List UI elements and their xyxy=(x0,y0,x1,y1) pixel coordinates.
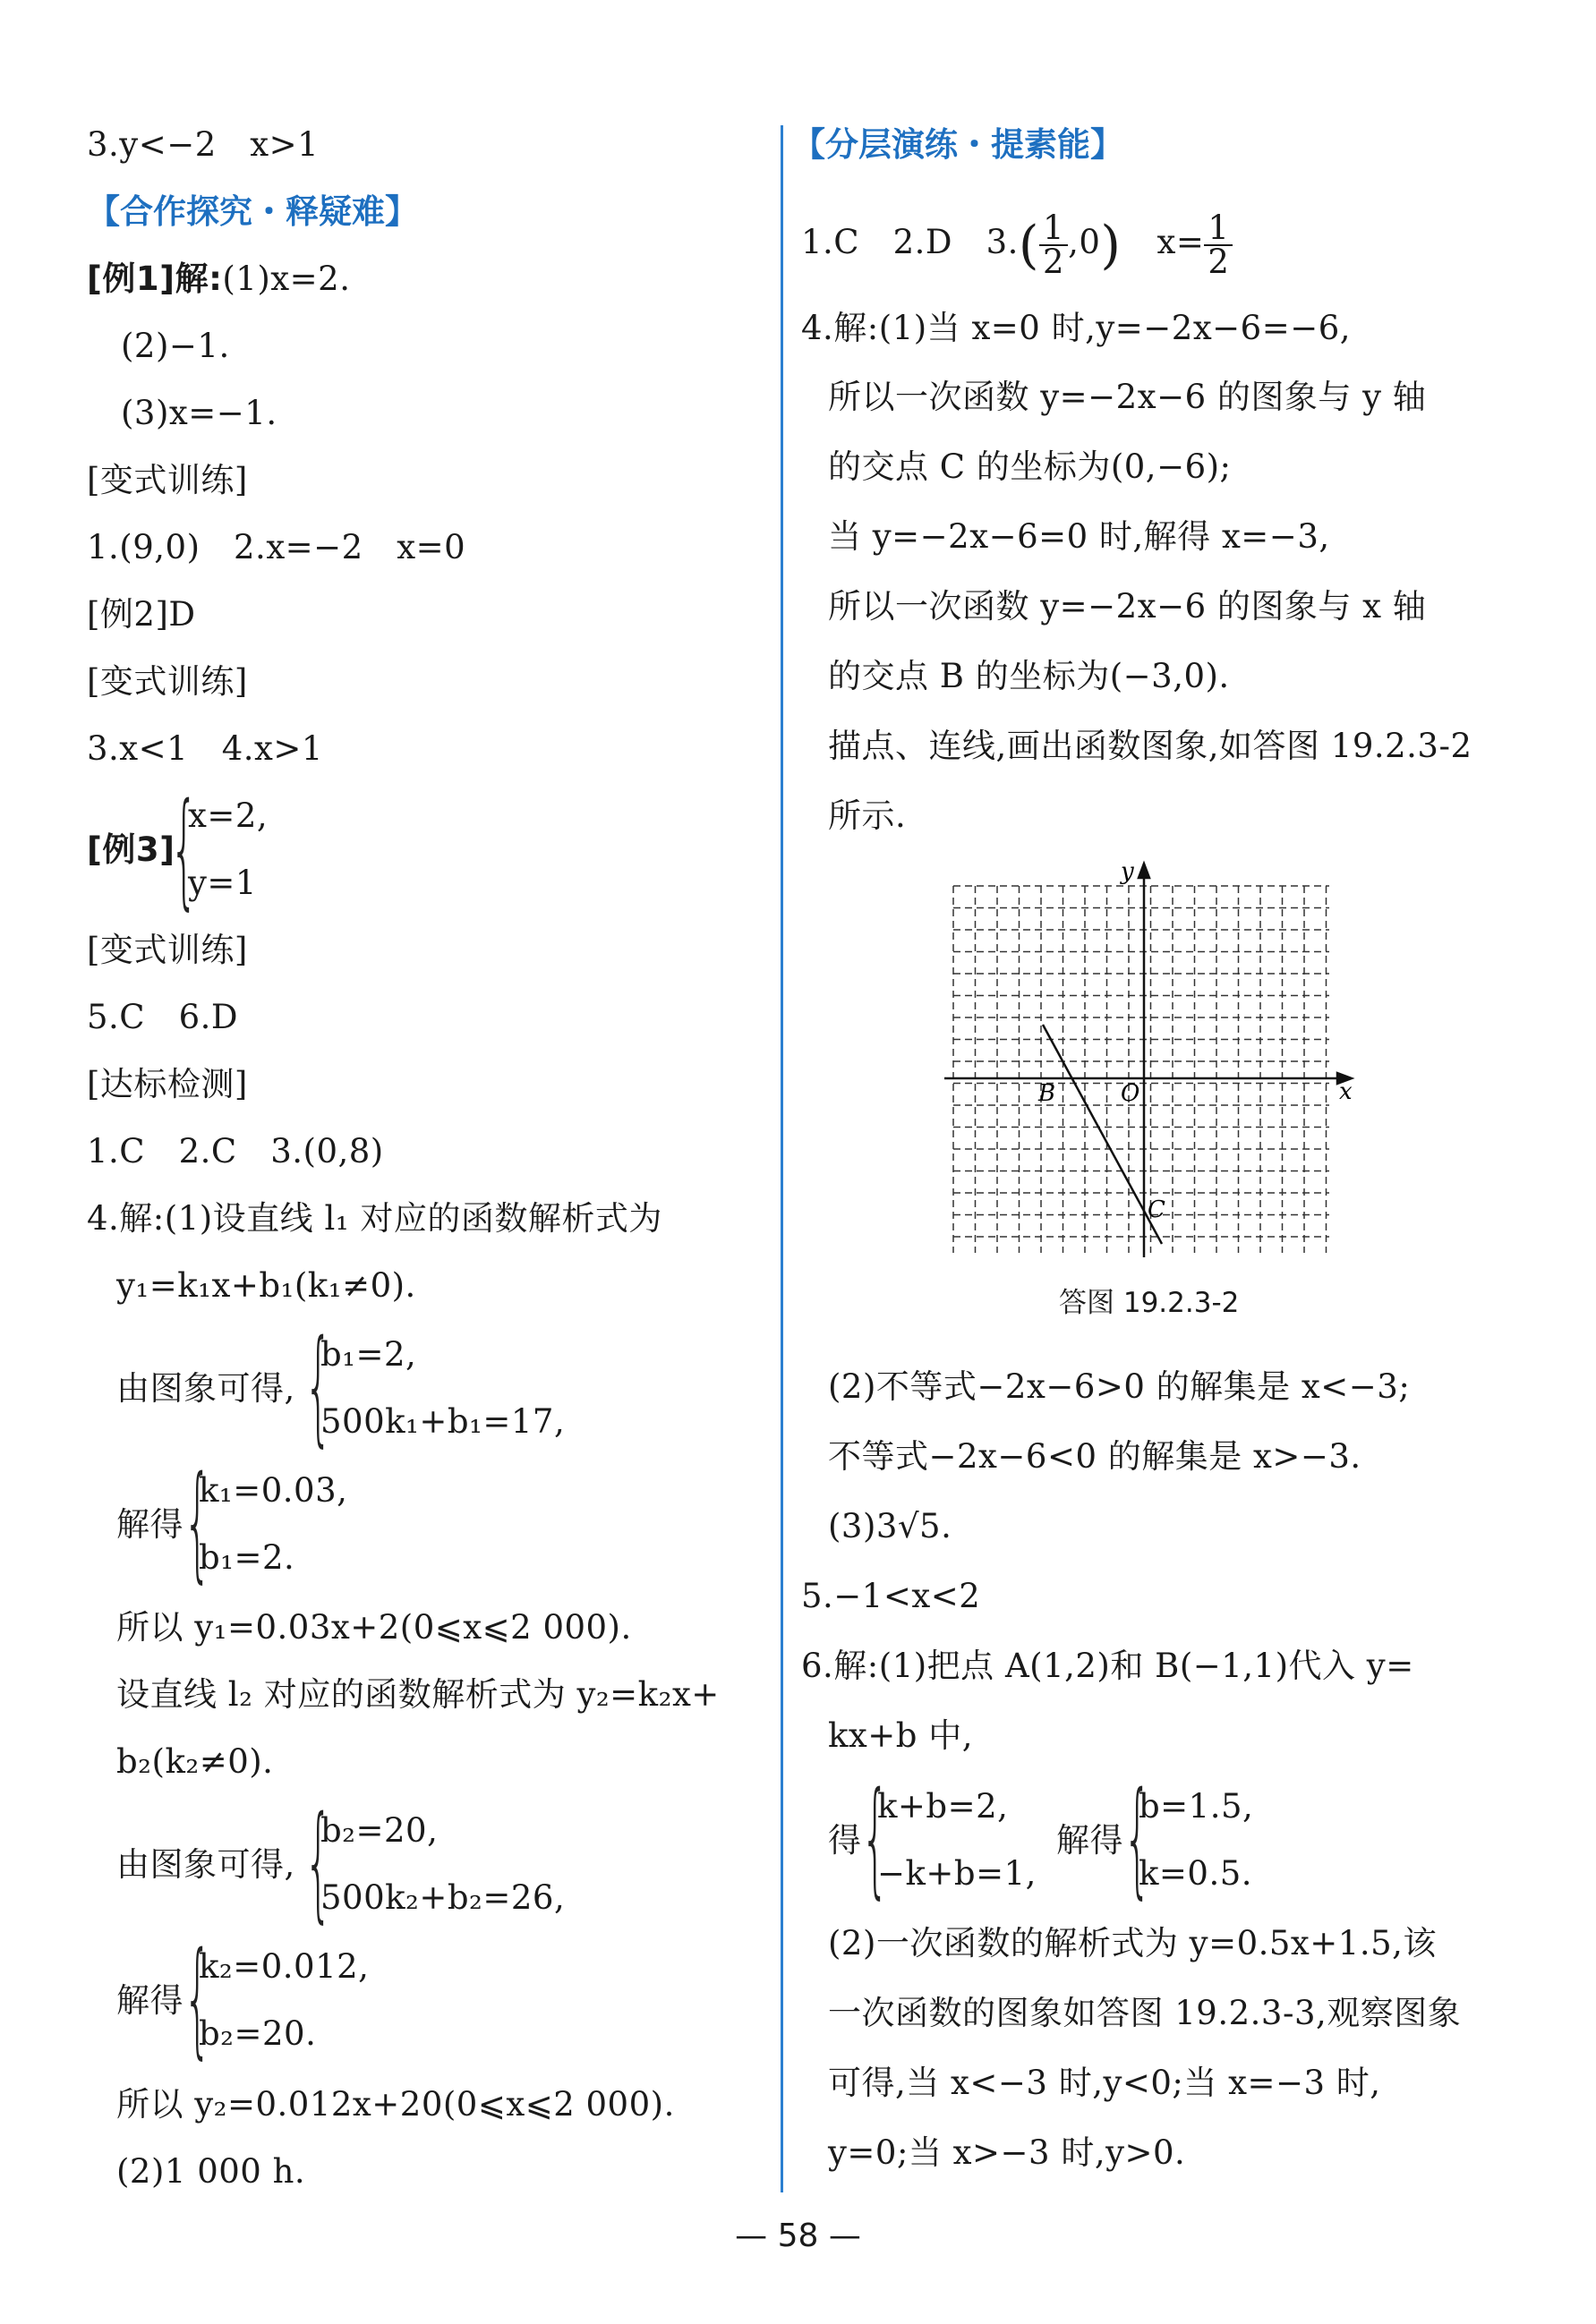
example-3-row-2: y=1 xyxy=(188,864,257,902)
q4-result-1: 所以 y₁=0.03x+2(0⩽x⩽2 000). xyxy=(116,1608,632,1647)
r-q4-line-8: 所示. xyxy=(828,796,907,835)
point-second-coordinate: ,0 xyxy=(1068,223,1101,261)
x-equals: x= xyxy=(1156,223,1205,261)
r-q6-system-row-2: −k+b=1, xyxy=(877,1854,1037,1893)
q4-solution-1-row-2: b₁=2. xyxy=(199,1538,295,1577)
column-divider xyxy=(781,125,783,2192)
standard-test-answers: 1.C 2.C 3.(0,8) xyxy=(87,1132,384,1171)
section-heading-layered: 【分层演练・提素能】 xyxy=(792,125,1123,164)
r-q4-line-5: 所以一次函数 y=−2x−6 的图象与 x 轴 xyxy=(828,587,1427,626)
r-q6-solution-row-2: k=0.5. xyxy=(1139,1854,1253,1893)
grid xyxy=(953,886,1329,1253)
label-x: x xyxy=(1339,1078,1353,1105)
q4-part-2: (2)1 000 h. xyxy=(116,2152,306,2191)
page-number: — 58 — xyxy=(735,2218,861,2254)
right-paren: ) xyxy=(1100,214,1122,276)
variant-training-1-answers: 1.(9,0) 2.x=−2 x=0 xyxy=(87,528,466,566)
fraction-half-1 xyxy=(1039,208,1068,281)
brace-q4-system-2: { xyxy=(304,1790,333,1936)
r-q6-system-row-1: k+b=2, xyxy=(877,1787,1009,1826)
q4-set-2-line-1: 设直线 l₂ 对应的函数解析式为 y₂=k₂x+ xyxy=(116,1675,720,1714)
r-q6-system-lead: 得 xyxy=(828,1821,862,1860)
variant-training-1: [变式训练] xyxy=(87,461,248,499)
r-q4-part-2-line-1: (2)不等式−2x−6>0 的解集是 x<−3; xyxy=(828,1367,1411,1406)
brace-q4-solution-2: { xyxy=(183,1926,212,2072)
r-q6-part-2-line-1: (2)一次函数的解析式为 y=0.5x+1.5,该 xyxy=(828,1924,1437,1962)
left-paren: ( xyxy=(1018,214,1040,276)
q4-solution-2-row-2: b₂=20. xyxy=(199,2014,317,2053)
y-axis-arrow xyxy=(1139,864,1149,878)
q4-solution-1-lead: 解得 xyxy=(116,1505,183,1544)
r-q4-line-4: 当 y=−2x−6=0 时,解得 x=−3, xyxy=(828,517,1330,556)
figure-caption: 答图 19.2.3-2 xyxy=(1059,1287,1240,1319)
r-q4-line-3: 的交点 C 的坐标为(0,−6); xyxy=(828,447,1232,486)
q4-system-2-row-1: b₂=20, xyxy=(320,1811,439,1850)
brace-q4-system-1: { xyxy=(304,1314,333,1460)
q4-line-2: y₁=k₁x+b₁(k₁≠0). xyxy=(116,1266,416,1305)
variant-training-3-answers: 5.C 6.D xyxy=(87,998,239,1036)
q4-line-1: 4.解:(1)设直线 l₁ 对应的函数解析式为 xyxy=(87,1199,662,1238)
r-q4-line-2: 所以一次函数 y=−2x−6 的图象与 y 轴 xyxy=(828,378,1427,416)
fraction-1-denominator: 2 xyxy=(1043,242,1065,281)
q4-solution-2-lead: 解得 xyxy=(116,1981,183,2020)
example-2: [例2]D xyxy=(87,595,196,634)
label-point-b: B xyxy=(1038,1080,1056,1107)
q4-system-2-row-2: 500k₂+b₂=26, xyxy=(320,1878,566,1917)
r-q4-line-7: 描点、连线,画出函数图象,如答图 19.2.3-2 xyxy=(828,727,1472,765)
r-q4-part-2-line-2: 不等式−2x−6<0 的解集是 x>−3. xyxy=(828,1437,1361,1476)
q4-system-1-row-2: 500k₁+b₁=17, xyxy=(320,1402,566,1441)
fraction-half-2 xyxy=(1204,208,1233,281)
example-1-label: [例1]解: xyxy=(87,260,223,298)
r-answer-5: 5.−1<x<2 xyxy=(801,1577,981,1615)
q4-set-2-line-2: b₂(k₂≠0). xyxy=(116,1742,274,1781)
r-q6-solution-row-1: b=1.5, xyxy=(1139,1787,1254,1826)
standard-test: [达标检测] xyxy=(87,1065,248,1103)
fraction-2-numerator: 1 xyxy=(1204,212,1233,246)
example-1 xyxy=(87,260,350,299)
brace-q4-solution-1: { xyxy=(183,1450,212,1596)
example-3-label: [例3] xyxy=(87,830,175,869)
function-graph xyxy=(931,859,1361,1271)
answers-1-2-prefix: 1.C 2.D 3. xyxy=(801,223,1019,261)
q4-solution-1-row-1: k₁=0.03, xyxy=(199,1471,348,1510)
label-point-c: C xyxy=(1148,1196,1165,1223)
fraction-2-denominator: 2 xyxy=(1208,242,1230,281)
brace-q6-solution: { xyxy=(1123,1766,1152,1911)
q4-system-2-lead: 由图象可得, xyxy=(116,1845,295,1884)
answer-3: 3.y<−2 x>1 xyxy=(87,125,320,164)
variant-training-2-answers: 3.x<1 4.x>1 xyxy=(87,729,323,768)
example-3-row-1: x=2, xyxy=(188,796,269,835)
label-y: y xyxy=(1121,859,1134,885)
right-answers-1-3 xyxy=(801,208,1233,281)
r-q4-part-3: (3)3√5. xyxy=(828,1507,952,1545)
r-q4-line-6: 的交点 B 的坐标为(−3,0). xyxy=(828,657,1230,695)
r-q6-part-2-line-2: 一次函数的图象如答图 19.2.3-3,观察图象 xyxy=(828,1994,1462,2032)
q4-solution-2-row-1: k₂=0.012, xyxy=(199,1947,370,1986)
brace-q6-system: { xyxy=(861,1766,890,1911)
r-q6-line-2: kx+b 中, xyxy=(828,1716,973,1755)
fraction-1-numerator: 1 xyxy=(1039,212,1068,246)
variant-training-2: [变式训练] xyxy=(87,662,248,701)
q4-system-1-row-1: b₁=2, xyxy=(320,1335,417,1374)
example-1-part-1: (1)x=2. xyxy=(222,260,351,298)
r-q6-part-2-line-3: 可得,当 x<−3 时,y<0;当 x=−3 时, xyxy=(828,2064,1381,2102)
r-q6-part-2-line-4: y=0;当 x>−3 时,y>0. xyxy=(828,2133,1186,2172)
r-q6-solution-lead: 解得 xyxy=(1056,1821,1123,1860)
label-origin: O xyxy=(1121,1080,1140,1107)
section-heading-cooperate: 【合作探究・释疑难】 xyxy=(87,192,418,231)
r-q6-line-1: 6.解:(1)把点 A(1,2)和 B(−1,1)代入 y= xyxy=(801,1647,1414,1685)
example-1-part-2: (2)−1. xyxy=(121,327,230,365)
brace-example-3: { xyxy=(170,777,199,923)
q4-result-2: 所以 y₂=0.012x+20(0⩽x⩽2 000). xyxy=(116,2085,675,2124)
r-q4-line-1: 4.解:(1)当 x=0 时,y=−2x−6=−6, xyxy=(801,309,1352,347)
q4-system-1-lead: 由图象可得, xyxy=(116,1369,295,1408)
example-1-part-3: (3)x=−1. xyxy=(121,394,277,432)
variant-training-3: [变式训练] xyxy=(87,931,248,969)
